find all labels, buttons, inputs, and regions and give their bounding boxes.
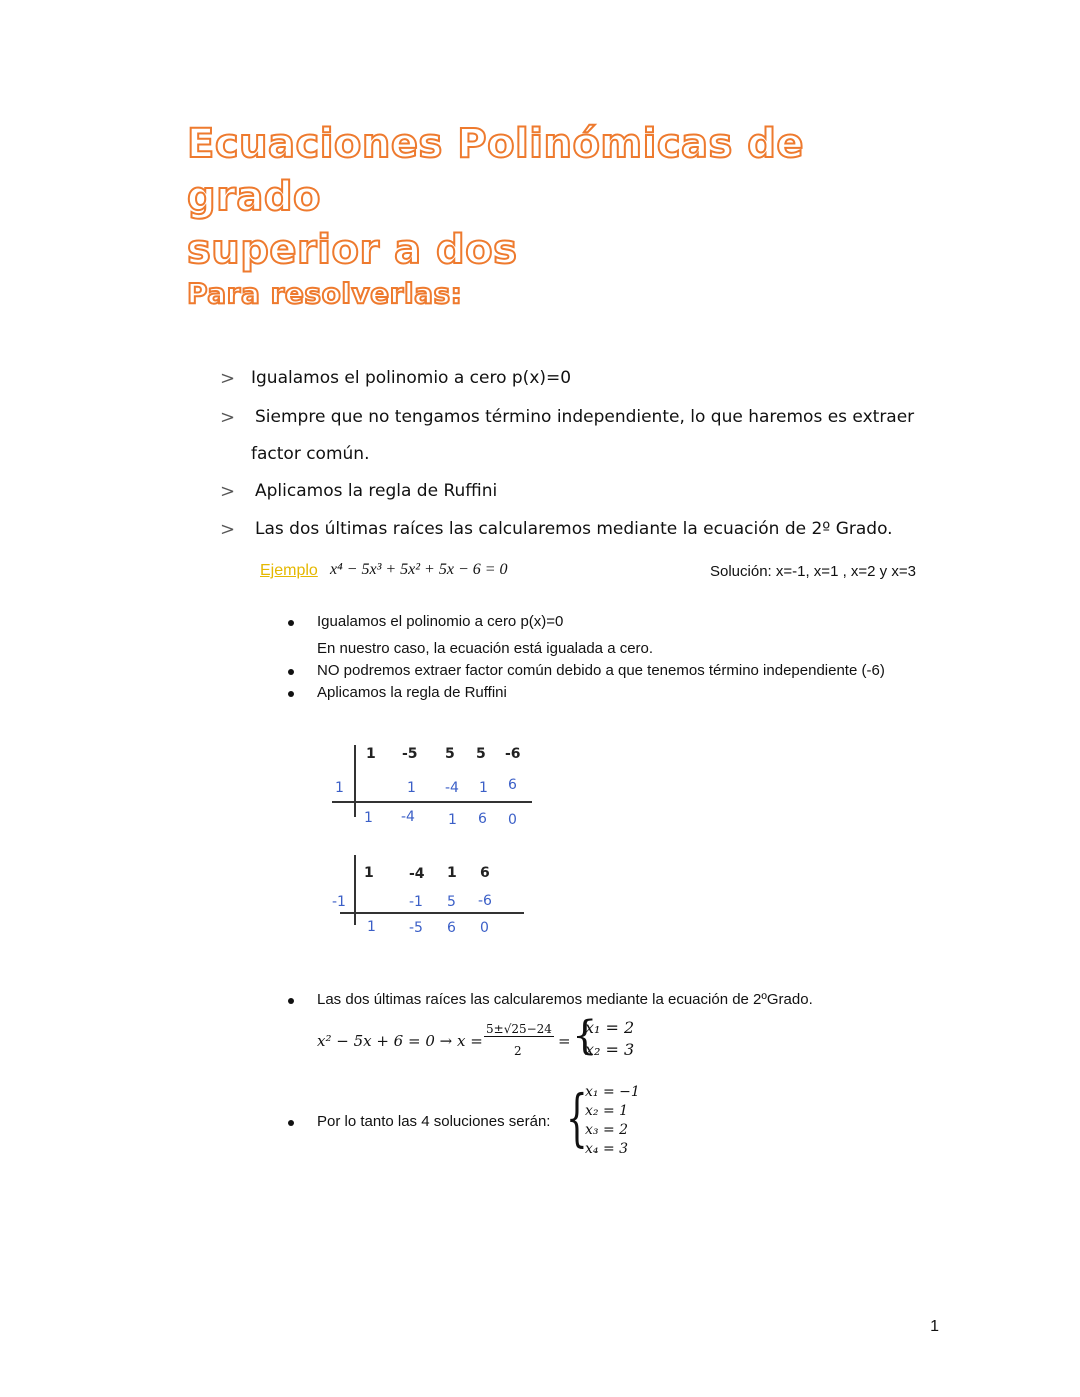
- chevron-right-icon: >: [220, 519, 236, 540]
- chevron-right-icon: >: [220, 481, 236, 502]
- example-equation: x⁴ − 5x³ + 5x² + 5x − 6 = 0: [330, 561, 508, 578]
- solutions-brace: {: [566, 1081, 588, 1154]
- bullet-text: Las dos últimas raíces las calcularemos mediante la ecuación de 2ºGrado.: [317, 991, 813, 1008]
- title-line-1: Ecuaciones Polinómicas de grado: [187, 121, 805, 220]
- ruffini-result: 1: [364, 810, 373, 826]
- bullet-text: Por lo tanto las 4 soluciones serán:: [317, 1113, 551, 1130]
- ruffini-result: 6: [447, 920, 456, 936]
- step-text: Igualamos el polinomio a cero p(x)=0: [251, 368, 572, 388]
- ruffini-mid: -6: [478, 893, 492, 909]
- bullet-text: NO podremos extraer factor común debido a que tenemos término independiente (-6): [317, 662, 885, 679]
- bullet-dot: [288, 691, 294, 697]
- ruffini-root: -1: [332, 894, 346, 910]
- ruffini-result: 0: [480, 920, 489, 936]
- ruffini-divider-horizontal: [340, 912, 524, 914]
- ruffini-coef: 6: [480, 865, 490, 881]
- solution-root: x₄ = 3: [585, 1141, 629, 1157]
- ruffini-mid: 6: [508, 777, 517, 793]
- bullet-dot: [288, 620, 294, 626]
- solution-root: x₂ = 1: [585, 1103, 629, 1119]
- ruffini-coef: 1: [366, 746, 376, 762]
- quadratic-root-1: x₁ = 2: [585, 1018, 635, 1037]
- title-line-2: superior a dos: [187, 227, 518, 273]
- ruffini-coef: -4: [409, 866, 425, 882]
- step-text: Aplicamos la regla de Ruffini: [255, 481, 498, 501]
- bullet-dot: [288, 998, 294, 1004]
- ruffini-mid: -4: [445, 780, 459, 796]
- chevron-right-icon: >: [220, 368, 236, 389]
- ruffini-root: 1: [335, 780, 344, 796]
- solution-root: x₃ = 2: [585, 1122, 629, 1138]
- ruffini-result: -5: [409, 920, 423, 936]
- quadratic-root-2: x₂ = 3: [585, 1040, 635, 1059]
- bullet-note: En nuestro caso, la ecuación está igualada a cero.: [317, 640, 654, 657]
- ruffini-coef: 1: [447, 865, 457, 881]
- ruffini-result: 6: [478, 811, 487, 827]
- bullet-text: Igualamos el polinomio a cero p(x)=0: [317, 613, 564, 630]
- quadratic-numerator: 5±√25−24: [486, 1022, 552, 1036]
- ruffini-coef: -5: [402, 746, 418, 762]
- step-text: Las dos últimas raíces las calcularemos mediante la ecuación de 2º Grado.: [255, 519, 893, 539]
- bullet-dot: [288, 669, 294, 675]
- quadratic-lhs: x² − 5x + 6 = 0 → x =: [317, 1032, 483, 1050]
- step-text-continued: factor común.: [251, 444, 370, 464]
- quadratic-equals: =: [558, 1032, 571, 1050]
- page-title: [187, 118, 947, 277]
- ruffini-result: 0: [508, 812, 517, 828]
- step-text: Siempre que no tengamos término independiente, lo que haremos es extraer: [255, 407, 915, 427]
- quadratic-denominator: 2: [514, 1044, 522, 1058]
- ruffini-coef: -6: [505, 746, 521, 762]
- ruffini-divider-horizontal: [332, 801, 532, 803]
- example-solution: Solución: x=-1, x=1 , x=2 y x=3: [710, 563, 916, 580]
- section-subtitle: Para resolverlas:: [187, 277, 463, 310]
- ruffini-coef: 5: [476, 746, 486, 762]
- ruffini-result: 1: [367, 919, 376, 935]
- ruffini-coef: 5: [445, 746, 455, 762]
- ruffini-mid: 1: [479, 780, 488, 796]
- ruffini-mid: 5: [447, 894, 456, 910]
- page-number: 1: [930, 1318, 939, 1335]
- ruffini-divider-vertical: [354, 745, 356, 817]
- bullet-dot: [288, 1120, 294, 1126]
- ruffini-result: 1: [448, 812, 457, 828]
- ruffini-mid: 1: [407, 780, 416, 796]
- chevron-right-icon: >: [220, 407, 236, 428]
- solution-root: x₁ = −1: [585, 1084, 640, 1100]
- quadratic-brace: {: [572, 1013, 598, 1059]
- ruffini-divider-vertical: [354, 855, 356, 925]
- ruffini-coef: 1: [364, 865, 374, 881]
- example-link[interactable]: Ejemplo: [260, 562, 318, 579]
- ruffini-result: -4: [401, 809, 415, 825]
- ruffini-mid: -1: [409, 894, 423, 910]
- bullet-text: Aplicamos la regla de Ruffini: [317, 684, 507, 701]
